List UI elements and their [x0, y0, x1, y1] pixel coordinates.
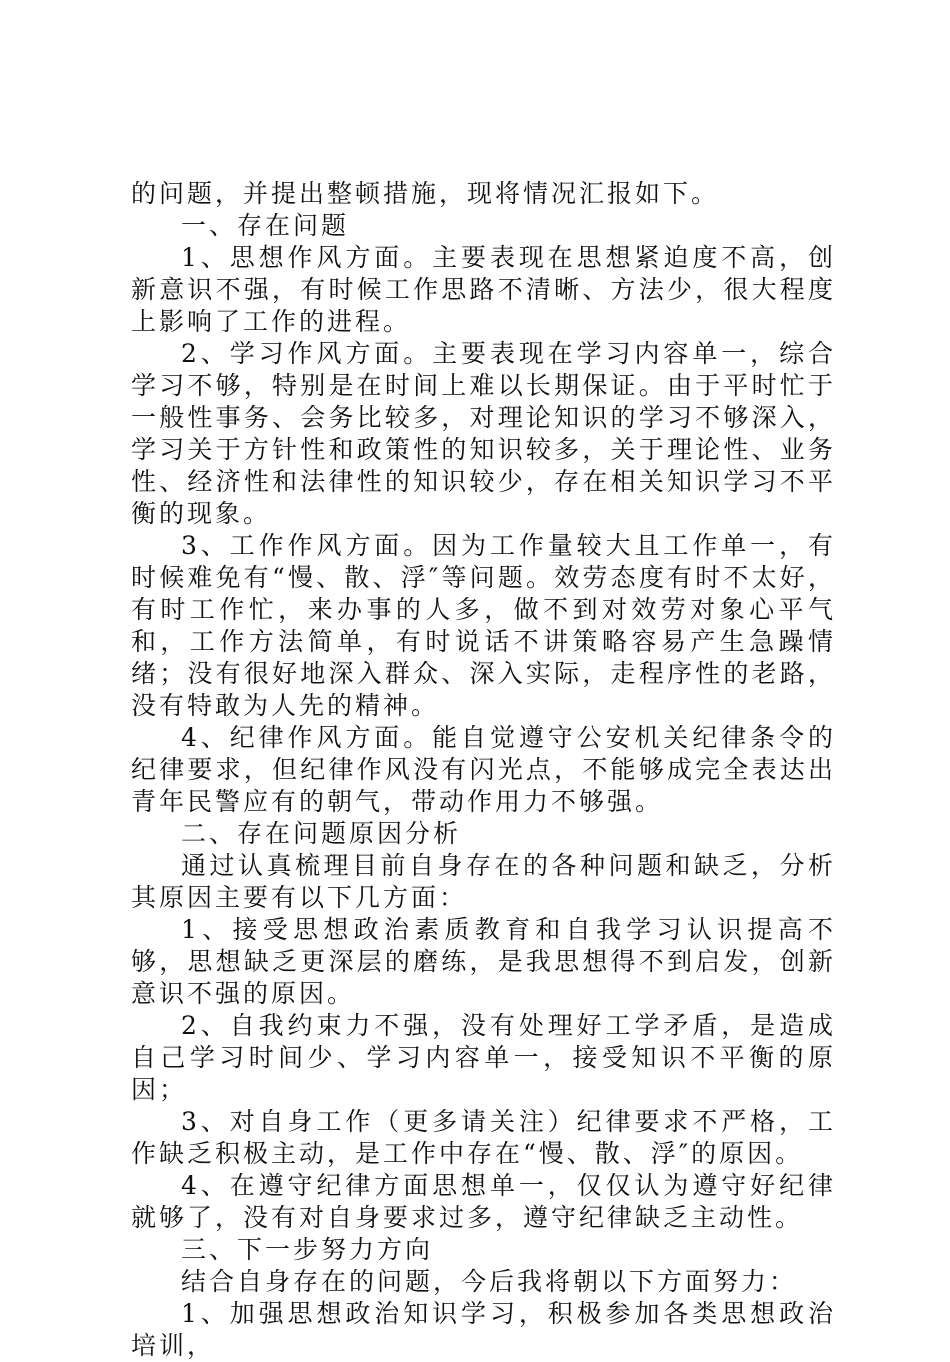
paragraph-continuation: 的问题，并提出整顿措施，现将情况汇报如下。 [131, 179, 720, 208]
paragraph-thinking-style: 1、思想作风方面。主要表现在思想紧迫度不高，创新意识不强，有时候工作思路不清晰、方法少，很大程度上影响了工作的进程。 [131, 243, 836, 336]
document-body [131, 178, 836, 1362]
paragraph-study-style: 2、学习作风方面。主要表现在学习内容单一，综合学习不够，特别是在时间上难以长期保证。由于平时忙于一般性事务、会务比较多，对理论知识的学习不够深入，学习关于方针性和政策性的知识较多，关于理论性、业务性、经济性和法律性的知识较少，存在相关知识学习不平衡的现象。 [131, 339, 836, 528]
paragraph-cause-3: 3、对自身工作（更多请关注）纪律要求不严格，工作缺乏积极主动，是工作中存在“慢、散、浮″的原因。 [131, 1107, 836, 1168]
paragraph-cause-2: 2、自我约束力不强，没有处理好工学矛盾，是造成自己学习时间少、学习内容单一，接受知识不平衡的原因； [131, 1011, 836, 1104]
paragraph-next-intro: 结合自身存在的问题，今后我将朝以下方面努力： [181, 1267, 798, 1296]
paragraph-discipline-style: 4、纪律作风方面。能自觉遵守公安机关纪律条令的纪律要求，但纪律作风没有闪光点，不能够成完全表达出青年民警应有的朝气，带动作用力不够强。 [131, 723, 836, 816]
paragraph-cause-4: 4、在遵守纪律方面思想单一，仅仅认为遵守好纪律就够了，没有对自身要求过多，遵守纪律缺乏主动性。 [131, 1171, 836, 1232]
section-heading-next-steps: 三、下一步努力方向 [181, 1235, 434, 1264]
section-heading-cause-analysis: 二、存在问题原因分析 [181, 819, 462, 848]
paragraph-cause-1: 1、接受思想政治素质教育和自我学习认识提高不够，思想缺乏更深层的磨练，是我思想得不到启发，创新意识不强的原因。 [131, 915, 836, 1008]
section-heading-existing-problems: 一、存在问题 [181, 211, 350, 240]
paragraph-analysis-intro: 通过认真梳理目前自身存在的各种问题和缺乏，分析其原因主要有以下几方面： [131, 851, 836, 912]
paragraph-next-1: 1、加强思想政治知识学习，积极参加各类思想政治培训， [131, 1299, 836, 1360]
paragraph-work-style: 3、工作作风方面。因为工作量较大且工作单一，有时候难免有“慢、散、浮″等问题。效劳态度有时不太好，有时工作忙，来办事的人多，做不到对效劳对象心平气和，工作方法简单，有时说话不讲策略容易产生急躁情绪；没有很好地深入群众、深入实际，走程序性的老路，没有特敢为人先的精神。 [131, 531, 836, 720]
